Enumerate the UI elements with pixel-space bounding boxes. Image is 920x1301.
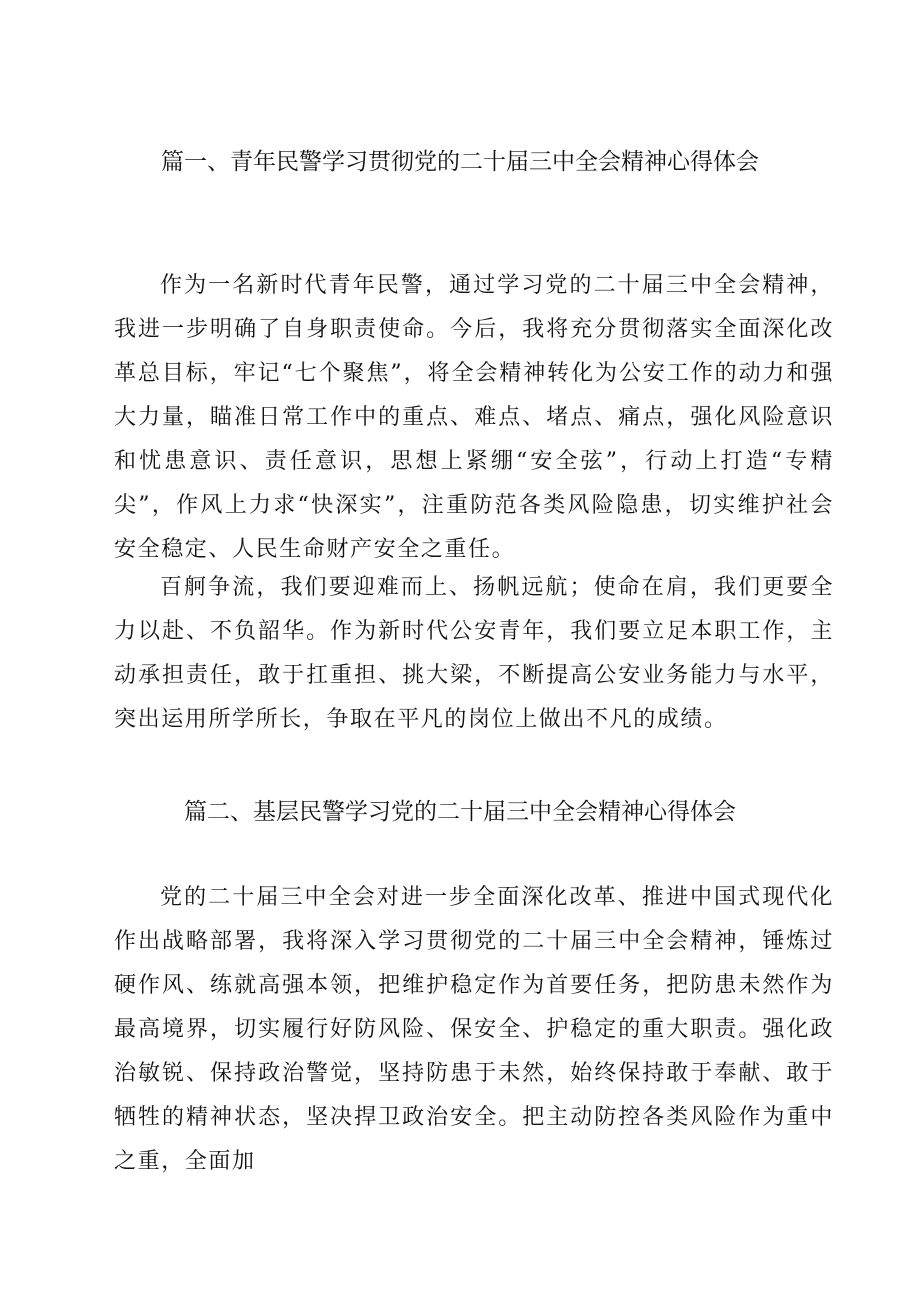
section-2-title: 篇二、基层民警学习党的二十届三中全会精神心得体会	[184, 799, 736, 825]
section-1-title: 篇一、青年民警学习贯彻党的二十届三中全会精神心得体会	[161, 149, 759, 175]
section-1-paragraph-2: 百舸争流，我们要迎难而上、扬帆远航；使命在肩，我们更要全力以赴、不负韶华。作为新时代公安青年，我们要立足本职工作，主动承担责任，敢于扛重担、挑大梁，不断提高公安业务能力与水平，突出运用所学所长，争取在平凡的岗位上做出不凡的成绩。	[114, 575, 834, 732]
section-2-paragraph-1: 党的二十届三中全会对进一步全面深化改革、推进中国式现代化作出战略部署，我将深入学习贯彻党的二十届三中全会精神，锤炼过硬作风、练就高强本领，把维护稳定作为首要任务，把防患未然作为最高境界，切实履行好防风险、保安全、护稳定的重大职责。强化政治敏锐、保持政治警觉，坚持防患于未然，始终保持敢于奉献、敢于牺牲的精神状态，坚决捍卫政治安全。把主动防控各类风险作为重中之重，全面加	[114, 885, 834, 1174]
section-1-paragraph-1: 作为一名新时代青年民警，通过学习党的二十届三中全会精神，我进一步明确了自身职责使命。今后，我将充分贯彻落实全面深化改革总目标，牢记“七个聚焦”，将全会精神转化为公安工作的动力和强大力量，瞄准日常工作中的重点、难点、堵点、痛点，强化风险意识和忧患意识、责任意识，思想上紧绷“安全弦”，行动上打造“专精尖”，作风上力求“快深实”，注重防范各类风险隐患，切实维护社会安全稳定、人民生命财产安全之重任。	[114, 273, 834, 562]
